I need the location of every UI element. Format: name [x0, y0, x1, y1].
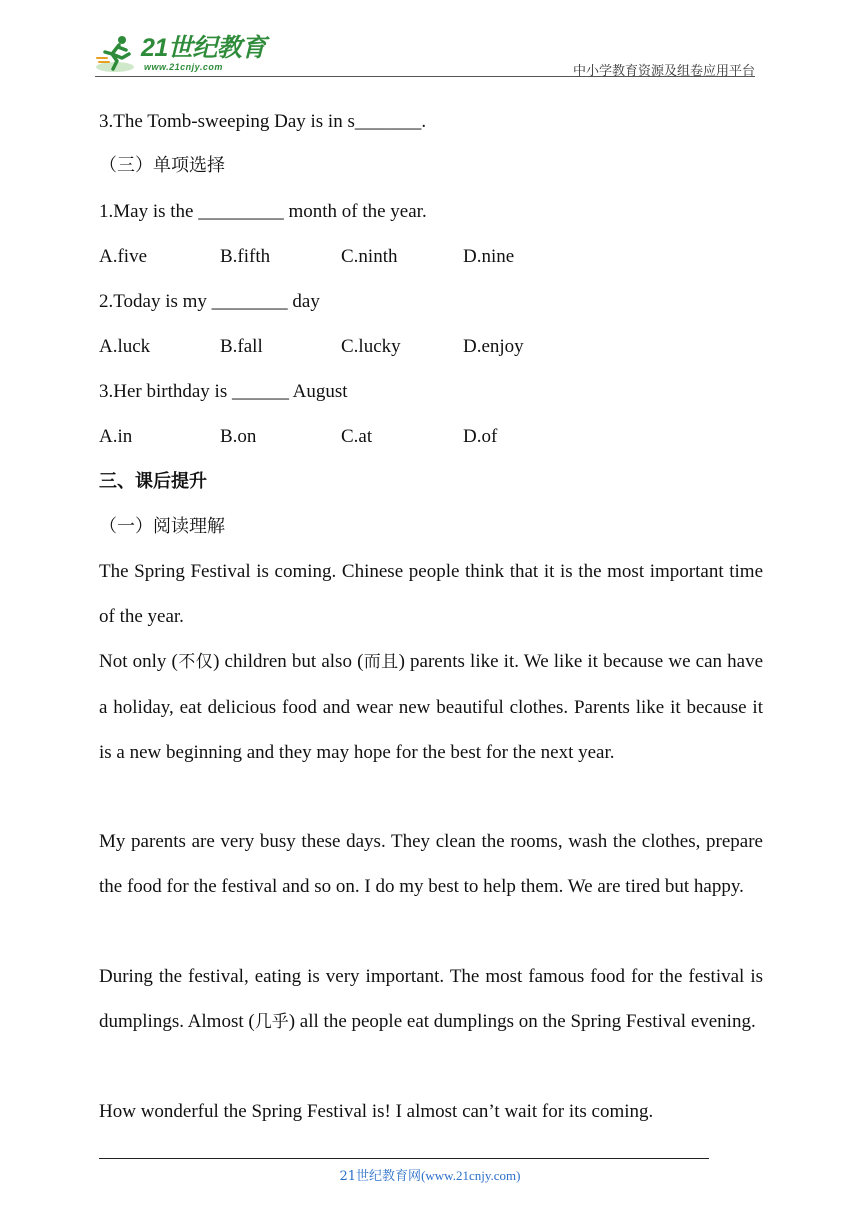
passage-paragraph-5: How wonderful the Spring Festival is! I almost can’t wait for its coming.: [99, 1101, 654, 1122]
running-man-logo-icon: [95, 34, 139, 74]
q2-option-a: A.luck: [99, 336, 151, 357]
passage-paragraph-4: During the festival, eating is very important. The most famous food for the festival is dumplings. Almost (几乎) all the people eat dumplings on the Spring Festival evening.: [99, 966, 763, 1032]
site-logo[interactable]: [95, 34, 266, 74]
fill-question-3: 3.The Tomb-sweeping Day is in s_______.: [99, 111, 427, 132]
q3-option-c: C.at: [341, 426, 373, 447]
q3-option-a: A.in: [99, 426, 133, 447]
section-heading-choice: （三）单项选择: [99, 155, 225, 176]
q1-option-c: C.ninth: [341, 246, 398, 267]
section-heading-reading: （一）阅读理解: [99, 516, 225, 537]
page-header: [95, 30, 755, 78]
footer-site-name: 21世纪教育网: [339, 1169, 422, 1184]
q1-option-d: D.nine: [463, 246, 515, 267]
header-divider: [95, 76, 755, 77]
passage-paragraph-2: Not only (不仅) children but also (而且) parents like it. We like it because we can have a holiday, eat delicious food and wear new beautiful clothes. Parents like it because it is a new beginning and they may hope for the best for the next year.: [99, 651, 764, 763]
logo-title: 21世纪教育: [141, 34, 266, 62]
gloss-not-only: 不仅: [177, 652, 214, 672]
part-heading-after-class: 三、课后提升: [99, 471, 207, 492]
passage-paragraph-3: My parents are very busy these days. They clean the rooms, wash the clothes, prepare the food for the festival and so on. I do my best to help them. We are tired but happy.: [99, 831, 763, 897]
page-footer[interactable]: [0, 1165, 860, 1184]
footer-divider: [99, 1158, 709, 1159]
footer-url[interactable]: (www.21cnjy.com): [421, 1168, 521, 1183]
q2-option-b: B.fall: [220, 336, 263, 357]
mc-question-1: 1.May is the _________ month of the year.: [99, 201, 427, 222]
gloss-but-also: 而且: [363, 652, 399, 672]
q2-option-c: C.lucky: [341, 336, 401, 357]
mc-question-2: 2.Today is my ________ day: [99, 291, 320, 312]
q2-option-d: D.enjoy: [463, 336, 524, 357]
platform-caption: 中小学教育资源及组卷应用平台: [572, 64, 755, 79]
q1-option-b: B.fifth: [220, 246, 271, 267]
q1-option-a: A.five: [99, 246, 148, 267]
mc-question-3: 3.Her birthday is ______ August: [99, 381, 348, 402]
q3-option-d: D.of: [463, 426, 498, 447]
q3-option-b: B.on: [220, 426, 257, 447]
passage-paragraph-1: The Spring Festival is coming. Chinese people think that it is the most important time of the year.: [99, 561, 763, 627]
gloss-almost: 几乎: [254, 1012, 289, 1032]
logo-url: www.21cnjy.com: [144, 62, 223, 72]
